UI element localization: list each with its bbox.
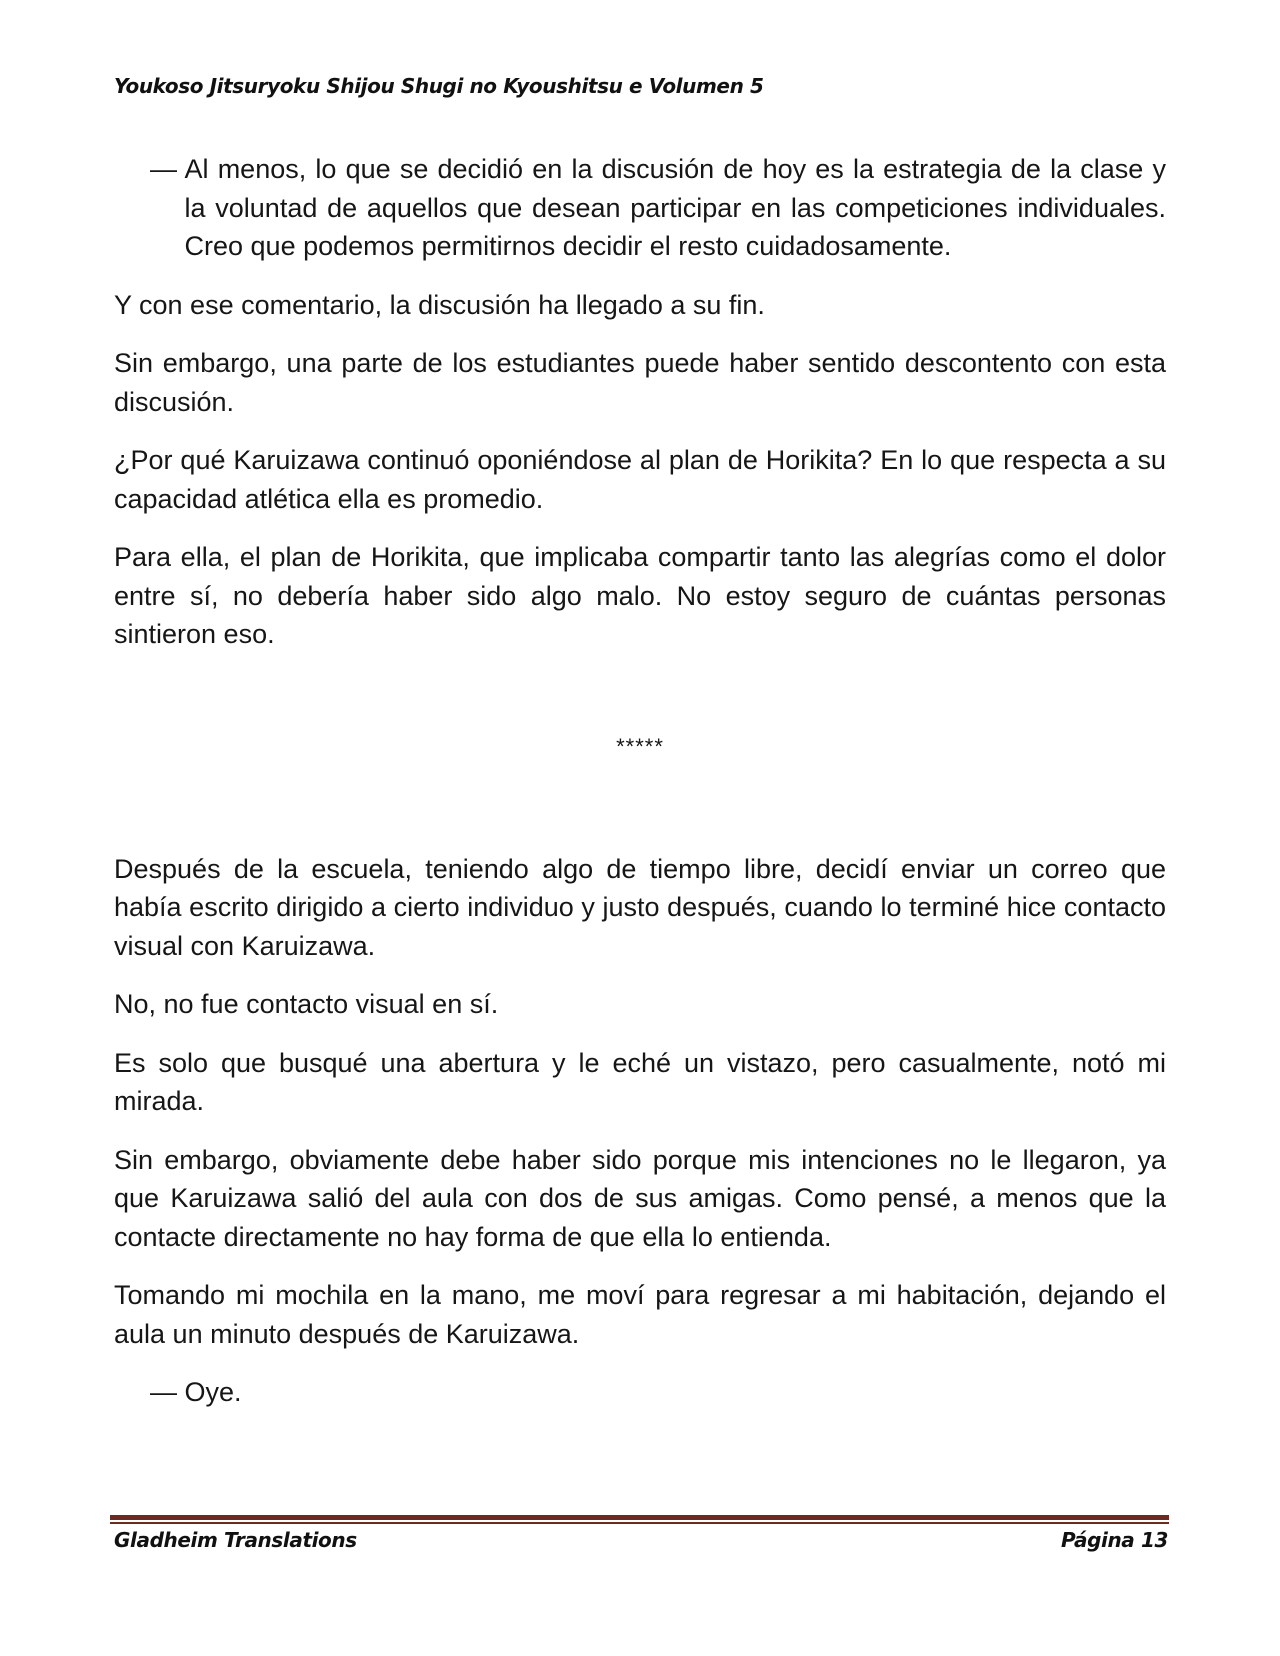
paragraph: Sin embargo, obviamente debe haber sido porque mis intenciones no le llegaron, ya que Karuizawa salió del aula con dos de sus amigas. Como pensé, a menos que la contacte directamente no hay forma de que ella lo entienda. xyxy=(114,1144,1166,1252)
paragraph: No, no fue contacto visual en sí. xyxy=(114,989,499,1019)
paragraph: Después de la escuela, teniendo algo de tiempo libre, decidí enviar un correo que había escrito dirigido a cierto individuo y justo después, cuando lo terminé hice contacto visual con Karuizawa. xyxy=(114,853,1166,961)
scene-separator: ***** xyxy=(616,733,664,759)
footer-page-number: Página 13 xyxy=(1061,1528,1168,1552)
dialogue-line xyxy=(150,1373,1166,1412)
document-body xyxy=(114,150,1166,1432)
paragraph: Sin embargo, una parte de los estudiantes puede haber sentido descontento con esta discusión. xyxy=(114,348,1166,417)
footer-rule xyxy=(110,1515,1169,1520)
page-header-title: Youkoso Jitsuryoku Shijou Shugi no Kyoushitsu e Volumen 5 xyxy=(114,74,764,98)
paragraph: Es solo que busqué una abertura y le eché un vistazo, pero casualmente, notó mi mirada. xyxy=(114,1047,1166,1116)
dialogue-text: Al menos, lo que se decidió en la discusión de hoy es la estrategia de la clase y la voluntad de aquellos que desean participar en las competiciones individuales. Creo que podemos permitirnos decidir el resto cuidadosamente. xyxy=(184,154,1166,261)
dialogue-dash: — xyxy=(150,154,185,184)
paragraph: Y con ese comentario, la discusión ha llegado a su fin. xyxy=(114,289,765,320)
paragraph: Para ella, el plan de Horikita, que implicaba compartir tanto las alegrías como el dolor entre sí, no debería haber sido algo malo. No estoy seguro de cuántas personas sintieron eso. xyxy=(114,542,1166,649)
dialogue-text: Oye. xyxy=(184,1377,242,1407)
paragraph: ¿Por qué Karuizawa continuó oponiéndose al plan de Horikita? En lo que respecta a su capacidad atlética ella es promedio. xyxy=(114,445,1166,514)
dialogue-dash: — xyxy=(150,1377,185,1407)
dialogue-line xyxy=(150,150,1166,266)
footer-rule-thin xyxy=(110,1522,1169,1524)
footer-translator-credit: Gladheim Translations xyxy=(114,1528,357,1552)
paragraph: Tomando mi mochila en la mano, me moví para regresar a mi habitación, dejando el aula un minuto después de Karuizawa. xyxy=(114,1280,1166,1349)
